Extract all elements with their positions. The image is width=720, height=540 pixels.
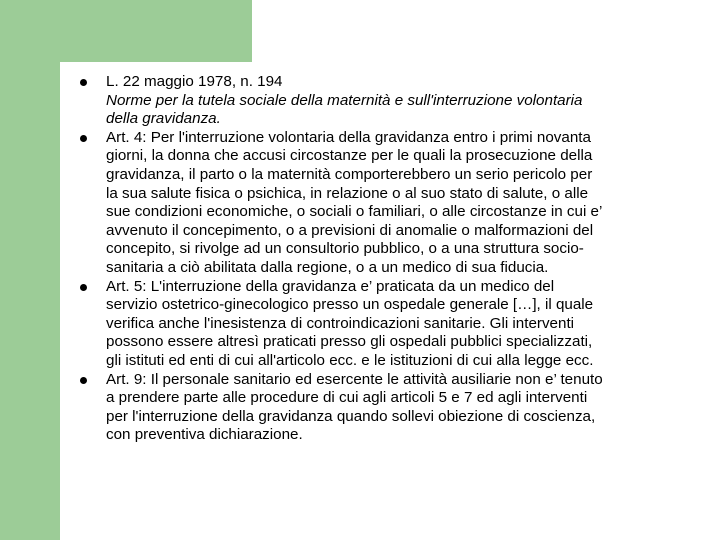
bullet-dot-icon xyxy=(80,377,87,384)
bullet-item-law xyxy=(80,73,700,129)
text-line: per l'interruzione della gravidanza quando sollevi obiezione di coscienza, xyxy=(106,407,596,425)
text-line: gli istituti ed enti di cui all'articolo ecc. e le istituzioni di cui alla legge ecc. xyxy=(106,351,594,369)
text-line: possono essere altresì praticati presso gli ospedali pubblici specializzati, xyxy=(106,333,593,351)
text-line: con preventiva dichiarazione. xyxy=(106,426,303,444)
text-line: Art. 4: Per l'interruzione volontaria della gravidanza entro i primi novanta xyxy=(106,128,591,146)
law-subtitle-line: Norme per la tutela sociale della maternità e sull'interruzione volontaria xyxy=(106,91,583,109)
text-line: gravidanza, il parto o la maternità comporterebbero un serio pericolo per xyxy=(106,165,593,183)
text-line: la sua salute fisica o psichica, in relazione o al suo stato di salute, o alle xyxy=(106,184,589,202)
text-line: giorni, la donna che accusi circostanze per le quali la prosecuzione della xyxy=(106,147,593,165)
text-line: concepito, si rivolge ad un consultorio pubblico, o a una struttura socio- xyxy=(106,240,584,258)
bullet-dot-icon xyxy=(80,284,87,291)
text-line: a prendere parte alle procedure di cui agli articoli 5 e 7 ed agli interventi xyxy=(106,389,588,407)
text-line: sue condizioni economiche, o sociali o familiari, o alle circostanze in cui e’ xyxy=(106,203,603,221)
bullet-list xyxy=(80,73,700,445)
bullet-item-art-5 xyxy=(80,278,700,371)
text-line: Art. 9: Il personale sanitario ed esercente le attività ausiliarie non e’ tenuto xyxy=(106,370,603,388)
bullet-item-art-4 xyxy=(80,129,700,278)
text-line: avvenuto il concepimento, o a previsioni di anomalie o malformazioni del xyxy=(106,221,594,239)
text-line: verifica anche l'inesistenza di controindicazioni sanitarie. Gli interventi xyxy=(106,314,575,332)
text-line: Art. 5: L'interruzione della gravidanza e’ praticata da un medico del xyxy=(106,277,555,295)
text-line: sanitaria a ciò abilitata dalla regione, o a un medico di sua fiducia. xyxy=(106,258,549,276)
law-subtitle-line: della gravidanza. xyxy=(106,110,221,128)
law-title-line: L. 22 maggio 1978, n. 194 xyxy=(106,73,283,90)
accent-bar-left xyxy=(0,0,60,540)
text-line: servizio ostetrico-ginecologico presso un ospedale generale […], il quale xyxy=(106,296,594,314)
bullet-dot-icon xyxy=(80,79,87,86)
bullet-item-art-9 xyxy=(80,371,700,445)
bullet-dot-icon xyxy=(80,135,87,142)
